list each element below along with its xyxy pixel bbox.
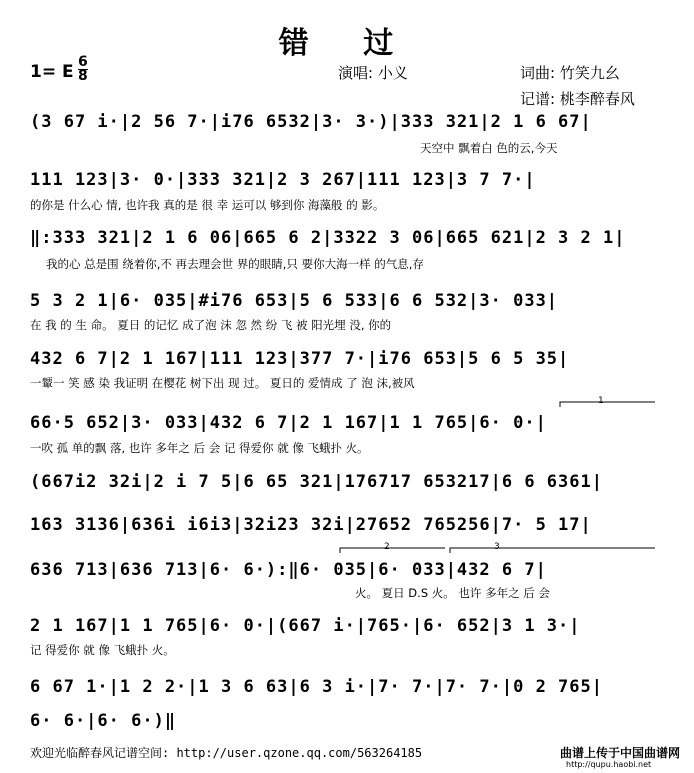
lyric-row: 火。 夏日 D.S 火。 也许 多年之 后 会 — [355, 586, 550, 600]
volta-3-label: 3 — [494, 542, 500, 552]
score-row: 66·5 652|3· 033|432 6 7|2 1 167|1 1 765|6· 0·| — [30, 413, 547, 433]
volta-1-label: 1 — [598, 396, 604, 406]
composer-credit: 词曲: 竹笑九幺 — [520, 64, 620, 82]
score-row: (667i2 32i|2 i 7 5|6 65 321|176717 653217|6 6 6361| — [30, 472, 603, 492]
footer-text: 欢迎光临醉春风记谱空间: http://user.qzone.qq.com/563264185 — [30, 746, 423, 760]
lyric-row: 一吹 孤 单的飘 落, 也许 多年之 后 会 记 得爱你 就 像 飞蛾扑 火。 — [30, 441, 369, 455]
score-row: 5 3 2 1|6· 035|#i76 653|5 6 533|6 6 532|3· 033| — [30, 291, 559, 311]
lyric-row: 记 得爱你 就 像 飞蛾扑 火。 — [30, 643, 175, 657]
singer-credit: 演唱: 小义 — [338, 64, 408, 82]
lyric-row: 我的心 总是围 绕着你,不 再去理会世 界的眼睛,只 要你大海一样 的气息,存 — [46, 257, 424, 271]
time-bottom: 8 — [78, 68, 88, 84]
lyric-row: 在 我 的 生 命。 夏日 的记忆 成了泡 沫 忽 然 纷 飞 被 阳光埋 没, 你的 — [30, 318, 392, 332]
volta-2-label: 2 — [384, 542, 390, 552]
lyric-row: 天空中 飘着白 色的云,今天 — [420, 141, 558, 155]
transcriber-credit: 记谱: 桃李醉春风 — [520, 90, 635, 108]
score-row: 6· 6·|6· 6·)‖ — [30, 711, 177, 731]
score-row: 111 123|3· 0·|333 321|2 3 267|111 123|3 7 7·| — [30, 170, 536, 190]
lyric-row: 的你是 什么心 情, 也许我 真的是 很 幸 运可以 够到你 海藻般 的 影。 — [30, 198, 385, 212]
score-row: ‖:333 321|2 1 6 06|665 6 2|3322 3 06|665 621|2 3 2 1| — [30, 228, 626, 248]
score-row: 6 67 1·|1 2 2·|1 3 6 63|6 3 i·|7· 7·|7· 7·|0 2 765| — [30, 677, 603, 697]
score-row: 432 6 7|2 1 167|111 123|377 7·|i76 653|5 6 5 35| — [30, 349, 570, 369]
watermark: 曲谱上传于中国曲谱网 — [560, 746, 681, 760]
score-row: (3 67 i·|2 56 7·|i76 6532|3· 3·)|333 321|2 1 6 67| — [30, 112, 592, 132]
watermark-url: http://qupu.haobi.net — [566, 760, 652, 769]
lyric-row: 一颦一 笑 感 染 我证明 在樱花 树下出 现 过。 夏日的 爱情成 了 泡 沫,被风 — [30, 376, 415, 390]
page-title: 错 过 — [278, 26, 416, 61]
score-row: 636 713|636 713|6· 6·):‖6· 035|6· 033|432 6 7| — [30, 560, 547, 580]
score-row: 163 3136|636i i6i3|32i23 32i|27652 765256|7· 5 17| — [30, 515, 592, 535]
score-row: 2 1 167|1 1 765|6· 0·|(667 i·|765·|6· 652|3 1 3·| — [30, 616, 581, 636]
key-signature: 1= E — [30, 62, 74, 82]
time-top: 6 — [78, 54, 88, 70]
